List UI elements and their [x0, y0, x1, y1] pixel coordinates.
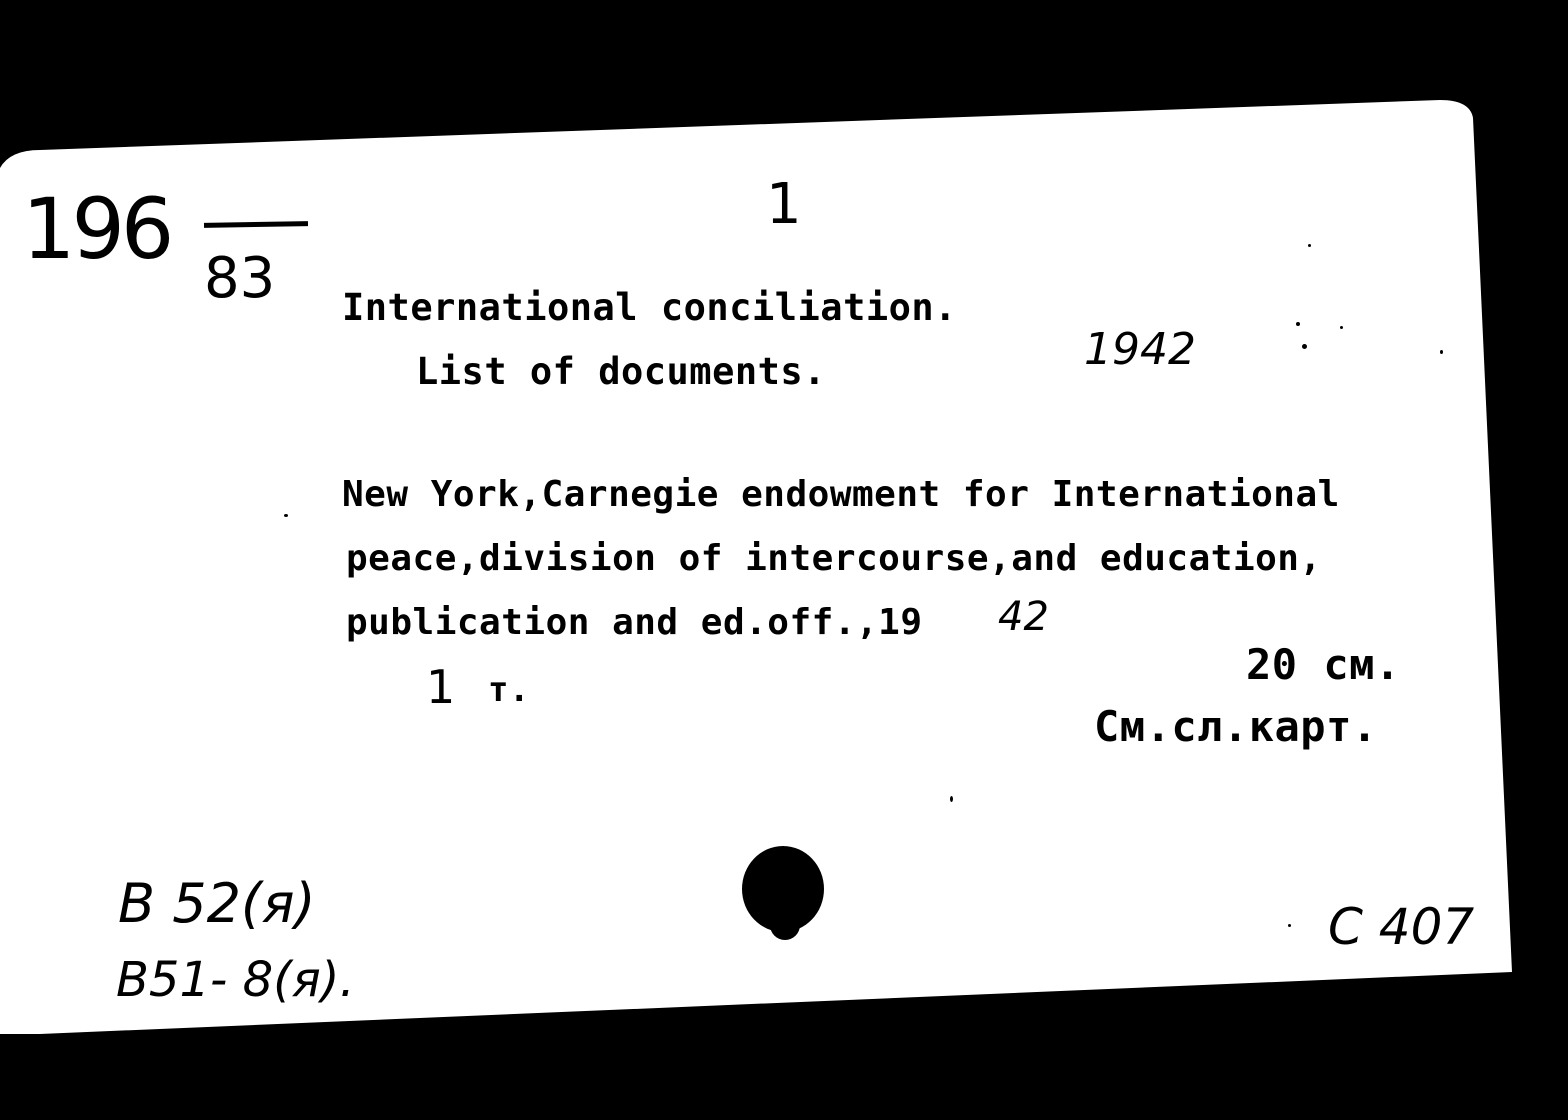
handwritten-year: 1942: [1084, 324, 1196, 375]
inventory-code: C 407: [1328, 898, 1475, 956]
see-next-card: См.сл.карт.: [1094, 702, 1378, 751]
scan-speck: [284, 514, 288, 517]
scan-speck: [950, 796, 953, 802]
shelf-mark-2: B51- 8(я).: [116, 952, 355, 1008]
scan-speck: [1440, 350, 1443, 354]
scan-speck: [1302, 344, 1307, 349]
shelf-mark-1: B 52(я): [118, 872, 316, 935]
scan-speck: [1340, 326, 1343, 329]
scan-speck: [1308, 244, 1311, 247]
scan-speck: [1288, 924, 1291, 927]
title-line-1: International conciliation.: [342, 286, 957, 329]
volumes-unit: т.: [488, 670, 530, 710]
volumes-count-handwritten: 1: [426, 660, 456, 714]
call-number-bottom: 83: [204, 246, 276, 311]
imprint-year-handwritten: 42: [998, 594, 1049, 640]
call-number-top: 196: [22, 180, 171, 278]
imprint-line-3: publication and ed.off.,19: [346, 602, 923, 643]
imprint-line-1: New York,Carnegie endowment for International: [342, 474, 1340, 515]
imprint-line-2: peace,division of intercourse,and education,: [346, 538, 1322, 579]
size-note: 20 см.: [1246, 640, 1401, 689]
scan-speck: [1296, 322, 1300, 326]
punch-hole-tear: [770, 910, 800, 940]
card-sequence-number: 1: [766, 172, 802, 237]
title-line-2: List of documents.: [416, 350, 826, 393]
